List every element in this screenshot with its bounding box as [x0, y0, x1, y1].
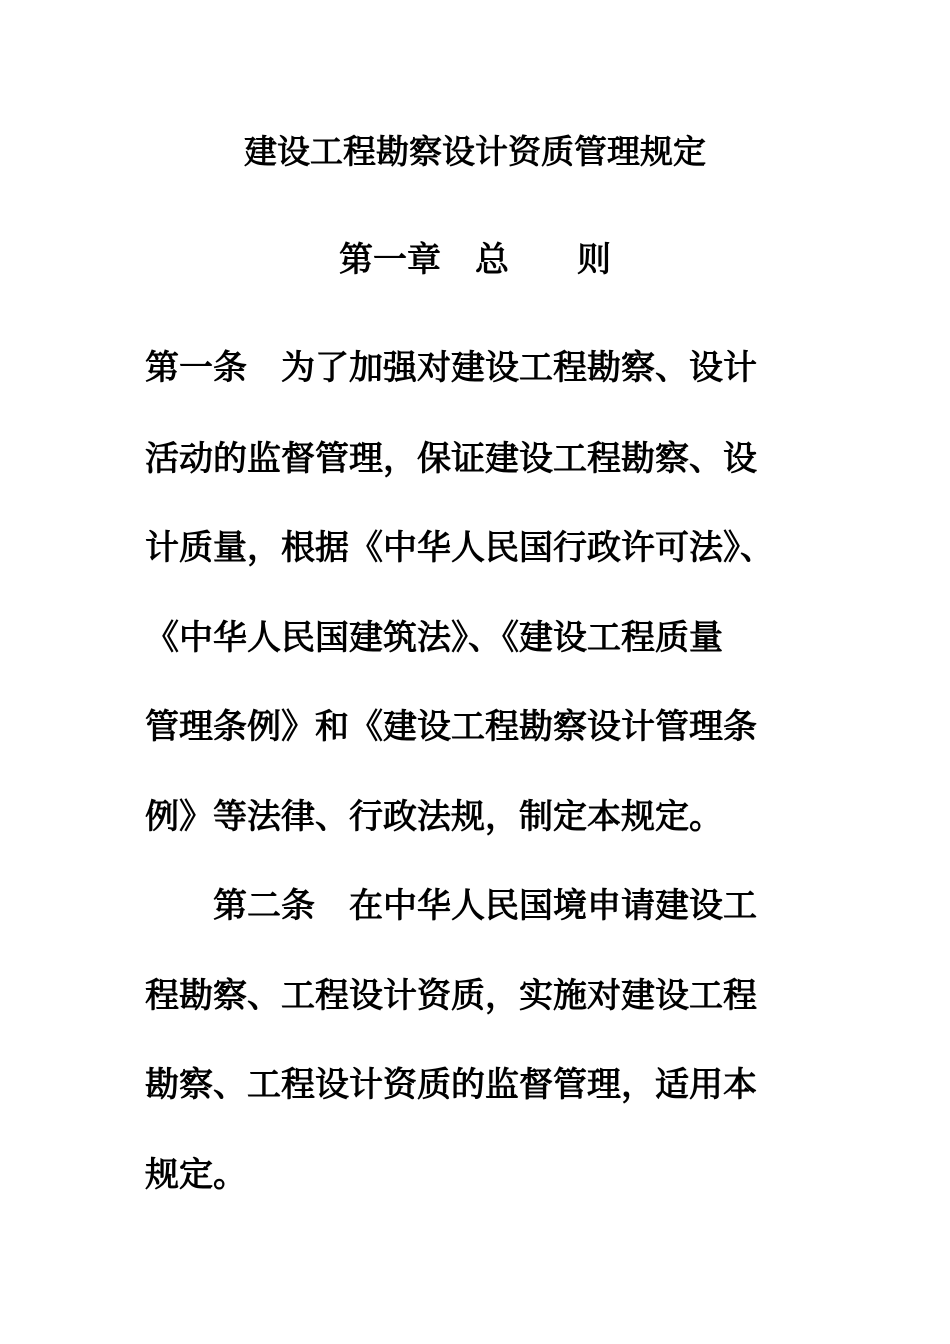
chapter-heading: 第一章 总 则 — [339, 240, 611, 280]
body-text-line: 第二条 在中华人民国境申请建设工 — [145, 886, 757, 926]
body-text-line: 规定。 — [145, 1155, 247, 1195]
body-text-line: 程勘察、工程设计资质，实施对建设工程 — [145, 976, 757, 1016]
body-text-line: 管理条例》和《建设工程勘察设计管理条 — [145, 707, 757, 747]
body-text-line: 第一条 为了加强对建设工程勘察、设计 — [145, 348, 757, 388]
document-title: 建设工程勘察设计资质管理规定 — [244, 132, 706, 171]
body-text-line: 计质量，根据《中华人民国行政许可法》、 — [145, 528, 774, 568]
body-text-line: 《中华人民国建筑法》、《建设工程质量 — [145, 618, 723, 658]
body-text-line: 活动的监督管理，保证建设工程勘察、设 — [145, 439, 757, 479]
body-text-line: 例》等法律、行政法规，制定本规定。 — [145, 797, 723, 837]
body-text-line: 勘察、工程设计资质的监督管理，适用本 — [145, 1065, 757, 1105]
